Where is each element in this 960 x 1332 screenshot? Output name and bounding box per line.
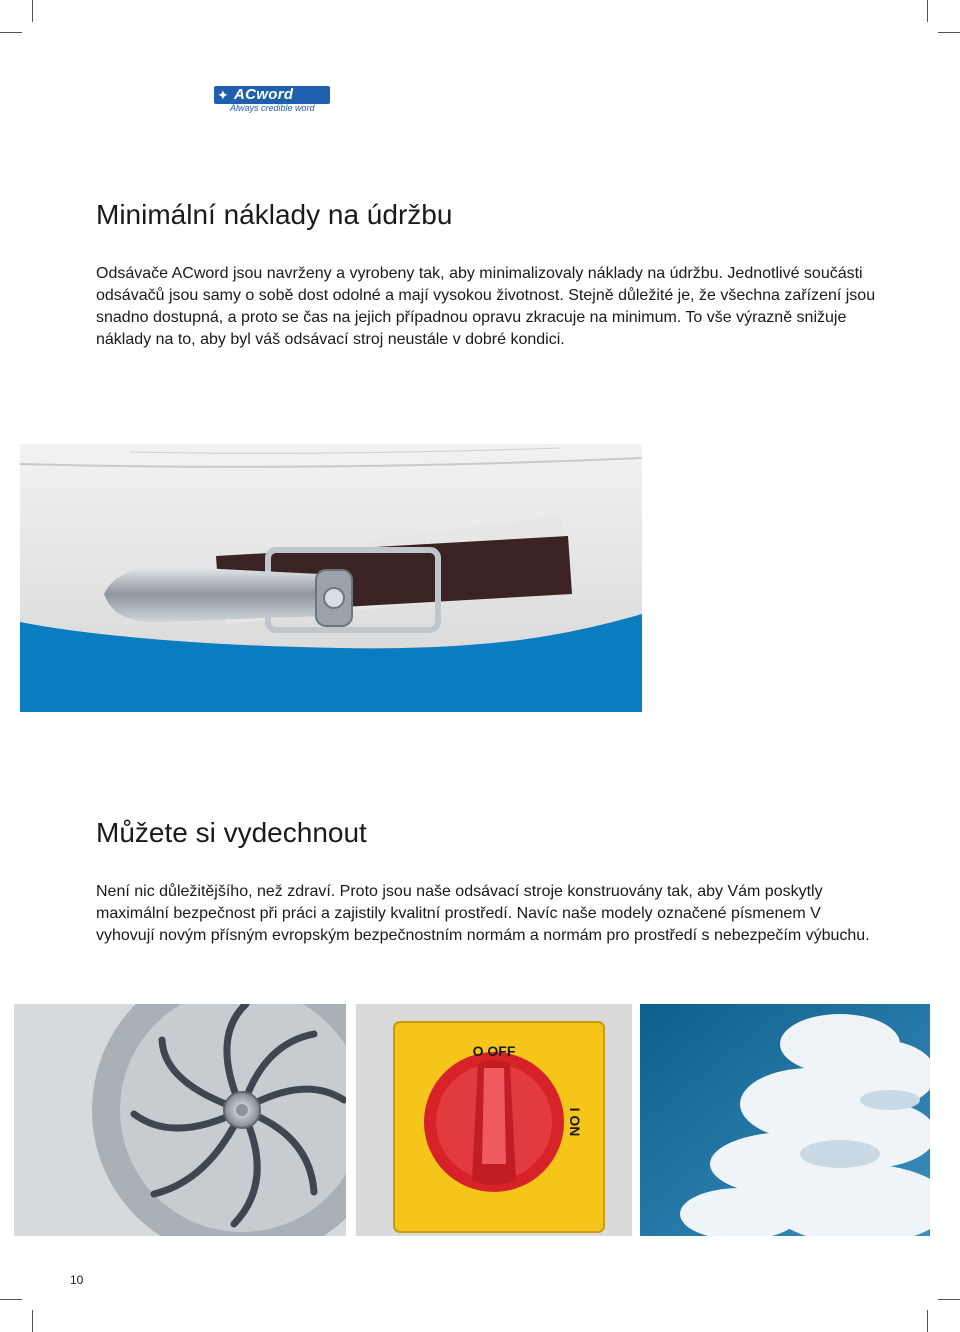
filter-latch-photo	[20, 444, 642, 712]
crop-mark	[32, 1310, 33, 1332]
logo-tagline: Always credible word	[230, 103, 315, 113]
crop-mark	[938, 1299, 960, 1300]
crop-mark	[927, 0, 928, 22]
section-paragraph-safety: Není nic důležitějšího, než zdraví. Proto jsou naše odsávací stroje konstruovány tak, aby Vám poskytly maximální bezpečnost při práci a zajistily kvalitní prostředí. Navíc naše modely označené písmenem V vyhovují novým přísným evropským bezpečnostním normám a normám pro prostředí s nebezpečím výbuchu.	[96, 883, 870, 944]
crop-mark	[927, 1310, 928, 1332]
crop-mark	[0, 32, 22, 33]
section-heading-maintenance: Minimální náklady na údržbu	[96, 199, 453, 230]
star-icon: ✦	[217, 87, 229, 103]
crop-mark	[938, 32, 960, 33]
acword-logo	[214, 86, 330, 114]
section-heading-safety: Můžete si vydechnout	[96, 817, 367, 848]
logo-bar	[214, 86, 330, 104]
main-switch-photo	[356, 1004, 632, 1236]
section-paragraph-maintenance: Odsávače ACword jsou navrženy a vyrobeny tak, aby minimalizovaly náklady na údržbu. Jednotlivé součásti odsávačů jsou samy o sobě dost odolné a mají vysokou životnost. Stejně důležité je, že všechna zařízení jsou snadno dostupná, a proto se čas na jejich případnou opravu zkracuje na minimum. To vše výrazně snižuje náklady na to, aby byl váš odsávací stroj neustále v dobré kondici.	[96, 265, 876, 348]
page-number: 10	[70, 1273, 84, 1287]
crop-mark	[0, 1299, 22, 1300]
switch-on-label: I ON	[567, 1107, 583, 1137]
crop-mark	[32, 0, 33, 22]
switch-off-label: O OFF	[472, 1043, 516, 1059]
logo-brand: ACword	[234, 86, 294, 103]
sky-clouds-photo	[640, 1004, 930, 1236]
fan-impeller-photo	[14, 1004, 346, 1236]
